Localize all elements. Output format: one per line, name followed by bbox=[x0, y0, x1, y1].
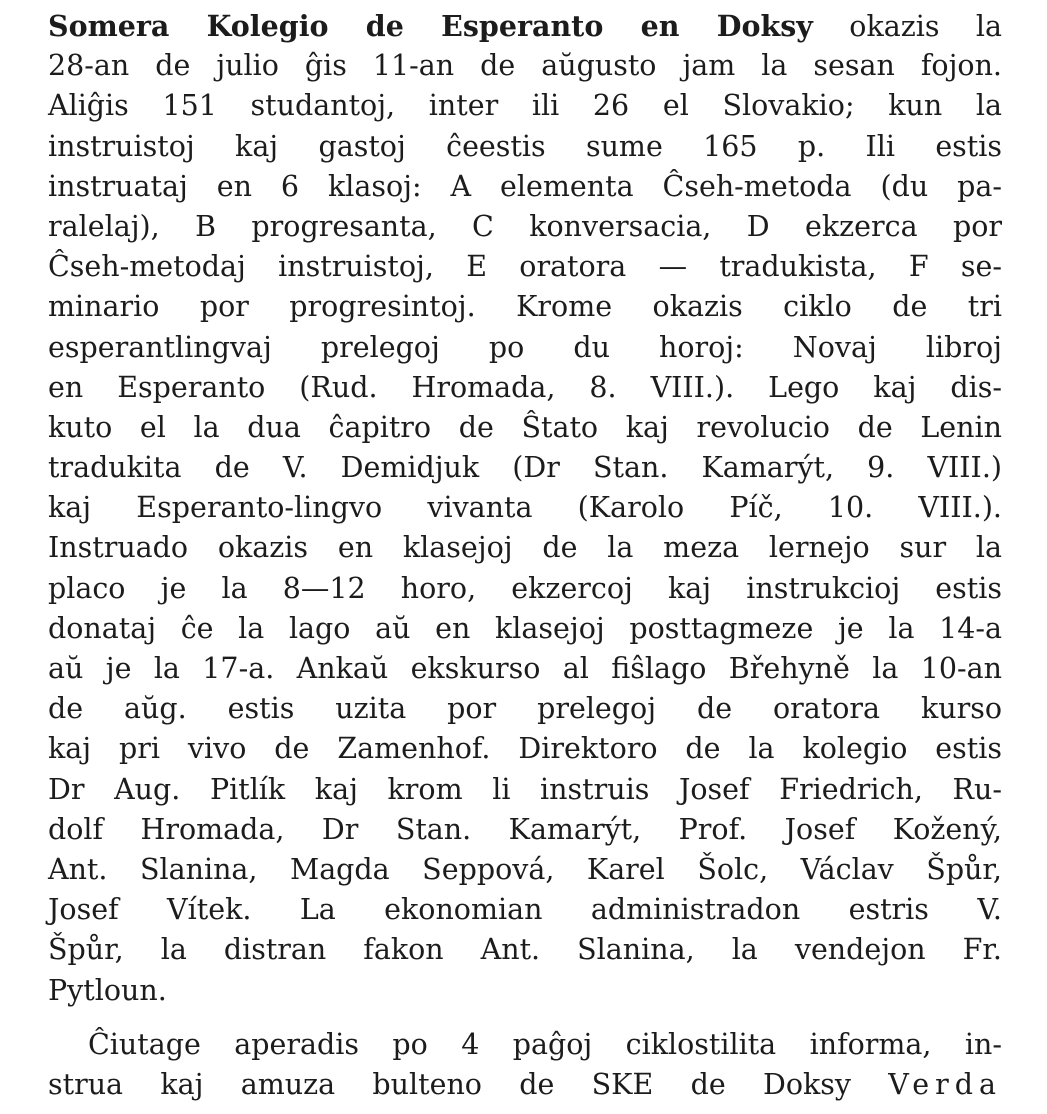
paragraph-2-line-2 bbox=[48, 1065, 1002, 1105]
paragraph-1-line-2: 28-an de julio ĝis 11-an de aŭgusto jam la sesan fojon. bbox=[48, 49, 1002, 83]
paragraph-1-line-18: de aŭg. estis uzita por prelegoj de oratora kurso bbox=[48, 692, 1002, 726]
paragraph-1-line-7: Ĉseh-metodaj instruistoj, E oratora — tradukista, F se- bbox=[48, 250, 1002, 284]
article-title: Somera Kolegio de Esperanto en Doksy bbox=[48, 9, 813, 43]
paragraph-1-line-5: instruataj en 6 klasoj: A elementa Ĉseh-metoda (du pa- bbox=[48, 169, 1002, 203]
paragraph-1-line-3: Aliĝis 151 studantoj, inter ili 26 el Slovakio; kun la bbox=[48, 89, 1002, 123]
paragraph-1-line-20: Dr Aug. Pitlík kaj krom li instruis Josef Friedrich, Ru- bbox=[48, 772, 1002, 806]
paragraph-2-line-1: Ĉiutage aperadis po 4 paĝoj ciklostilita informa, in- bbox=[88, 1027, 1002, 1061]
paragraph-gap bbox=[48, 1011, 1002, 1025]
paragraph-1-line-9: esperantlingvaj prelegoj po du horoj: Novaj libroj bbox=[48, 330, 1002, 364]
paragraph-1-line-21: dolf Hromada, Dr Stan. Kamarýt, Prof. Josef Kožený, bbox=[48, 812, 1002, 846]
document-page bbox=[48, 6, 1002, 1105]
paragraph-1-line-15: placo je la 8—12 horo, ekzercoj kaj instrukcioj estis bbox=[48, 571, 1002, 605]
line-text: strua kaj amuza bulteno de SKE de Doksy bbox=[48, 1067, 889, 1101]
paragraph-1-line-4: instruistoj kaj gastoj ĉeestis sume 165 p. Ili estis bbox=[48, 129, 1002, 163]
paragraph-1-line-25: Pytloun. bbox=[48, 973, 167, 1007]
paragraph-1-line-23: Josef Vítek. La ekonomian administradon estris V. bbox=[48, 893, 1002, 927]
paragraph-1-line-6: ralelaj), B progresanta, C konversacia, D ekzerca por bbox=[48, 209, 1002, 243]
paragraph-1-line-22: Ant. Slanina, Magda Seppová, Karel Šolc, Václav Špůr, bbox=[48, 852, 1002, 886]
line-text: okazis la bbox=[812, 10, 1003, 43]
paragraph-1-line-12: tradukita de V. Demidjuk (Dr Stan. Kamarýt, 9. VIII.) bbox=[48, 451, 1002, 485]
paragraph-1-line-13: kaj Esperanto-lingvo vivanta (Karolo Píč, 10. VIII.). bbox=[48, 491, 1002, 525]
paragraph-1-line-14: Instruado okazis en klasejoj de la meza lernejo sur la bbox=[48, 531, 1002, 565]
paragraph-1-line-8: minario por progresintoj. Krome okazis ciklo de tri bbox=[48, 290, 1002, 324]
paragraph-1-line-11: kuto el la dua ĉapitro de Ŝtato kaj revolucio de Lenin bbox=[48, 410, 1002, 444]
paragraph-1-line-10: en Esperanto (Rud. Hromada, 8. VIII.). Lego kaj dis- bbox=[48, 370, 1002, 404]
paragraph-1-line-19: kaj pri vivo de Zamenhof. Direktoro de la kolegio estis bbox=[48, 732, 1002, 766]
paragraph-1-line-1 bbox=[48, 6, 1002, 46]
paragraph-1-line-17: aŭ je la 17-a. Ankaŭ ekskurso al fiŝlago Břehyně la 10-an bbox=[48, 652, 1002, 685]
paragraph-1-line-16: donataj ĉe la lago aŭ en klasejoj posttagmeze je la 14-a bbox=[48, 611, 1002, 645]
paragraph-1-line-24: Špůr, la distran fakon Ant. Slanina, la vendejon Fr. bbox=[48, 933, 1002, 967]
spaced-word: Verda bbox=[888, 1067, 1002, 1101]
